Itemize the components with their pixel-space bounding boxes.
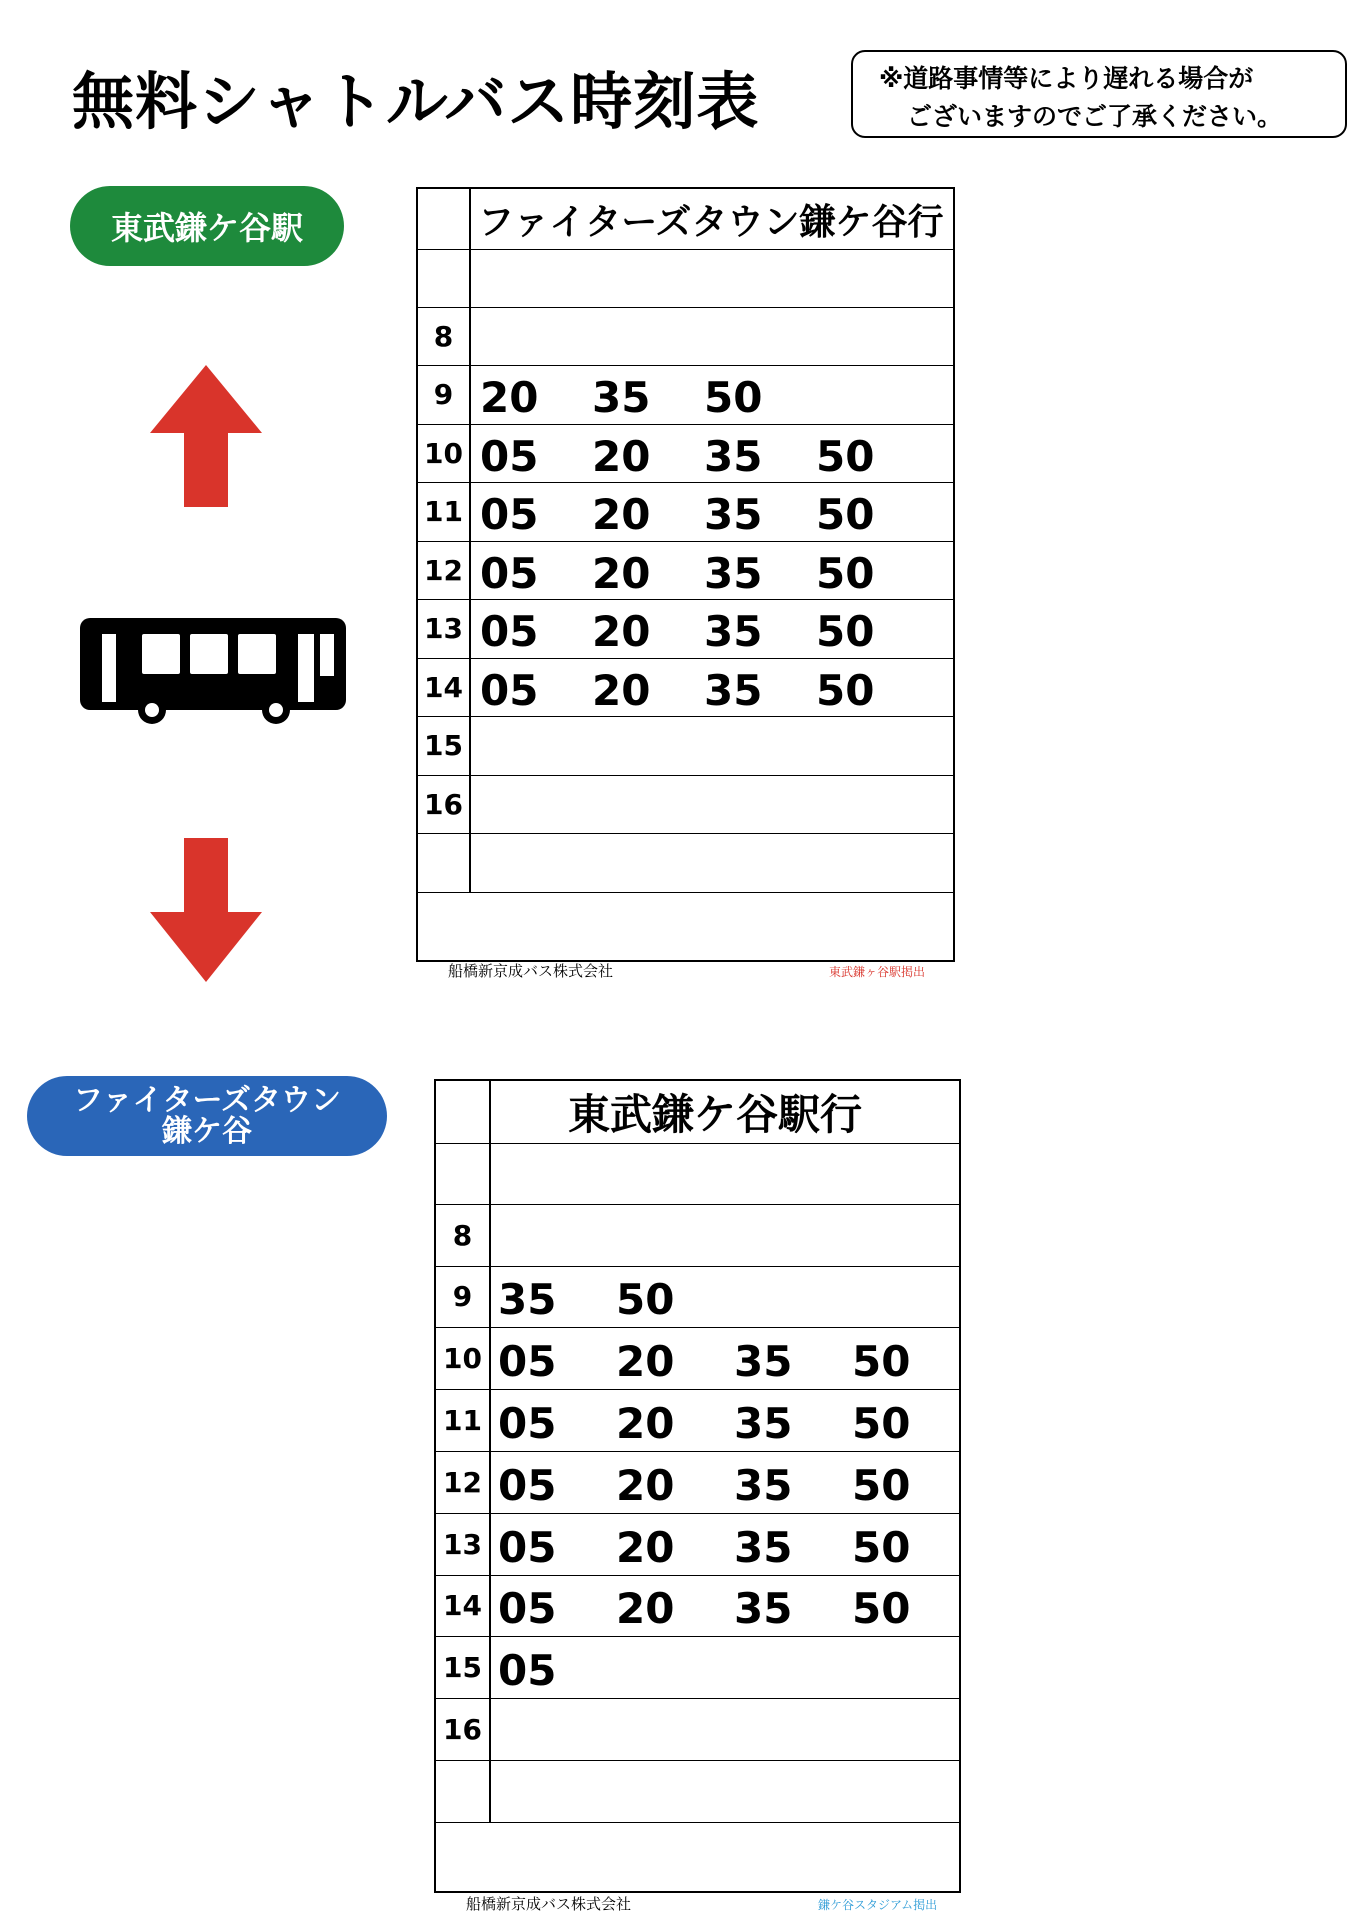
hour-cell: 10 (443, 1342, 482, 1376)
timetable-row (418, 249, 953, 308)
minute-cell: 50 (704, 373, 763, 423)
stop-label-text: 東武鎌ケ谷駅 (110, 209, 303, 247)
hour-cell: 15 (424, 729, 463, 763)
hour-cell: 11 (424, 495, 463, 529)
stop-label-line-1: ファイターズタウン (73, 1083, 341, 1118)
stop-label-line-2: 鎌ケ谷 (162, 1114, 252, 1149)
minute-cell: 50 (852, 1399, 911, 1449)
timetable-row (418, 308, 953, 367)
timetable-row (436, 1761, 959, 1823)
minute-cell: 50 (816, 490, 875, 540)
minute-cell: 05 (498, 1584, 557, 1634)
minute-cell: 20 (592, 548, 651, 598)
timetable-row (418, 366, 953, 425)
timetable-row (418, 717, 953, 776)
timetable-to-fighters-town (416, 187, 955, 962)
timetable-row (436, 1514, 959, 1576)
hour-cell: 14 (443, 1589, 482, 1623)
timetable-row (436, 1143, 959, 1205)
minute-cell: 50 (816, 548, 875, 598)
timetable-title (436, 1081, 959, 1144)
minute-cell: 50 (816, 665, 875, 715)
timetable-to-tobu-kamagaya (434, 1079, 961, 1893)
notice-line-2: ございますのでご了承ください。 (907, 102, 1283, 131)
minute-cell: 05 (480, 607, 539, 657)
minute-cell: 50 (852, 1460, 911, 1510)
timetable-row (418, 425, 953, 484)
bus-icon (80, 618, 346, 728)
minute-cell: 20 (592, 607, 651, 657)
hour-cell (436, 1761, 489, 1822)
minute-cell: 20 (616, 1460, 675, 1510)
hour-cell: 8 (452, 1218, 473, 1252)
minute-cell: 05 (480, 548, 539, 598)
stop-label-fighters-town (27, 1076, 387, 1156)
up-arrow-icon (150, 365, 262, 507)
minute-cell: 20 (616, 1522, 675, 1572)
minute-cell: 20 (616, 1399, 675, 1449)
minute-cell: 20 (592, 431, 651, 481)
minute-cell: 35 (498, 1275, 557, 1325)
hour-cell: 12 (424, 553, 463, 587)
timetable-footer-operator: 船橋新京成バス株式会社 (448, 962, 614, 980)
minute-cell: 35 (734, 1399, 793, 1449)
minute-cell: 35 (704, 607, 763, 657)
minute-cell: 20 (616, 1337, 675, 1387)
timetable-title-text: ファイターズタウン鎌ケ谷行 (478, 201, 944, 243)
notice-line-1: ※道路事情等により遅れる場合が (879, 64, 1254, 93)
hour-cell: 8 (433, 319, 454, 353)
minute-cell: 20 (480, 373, 539, 423)
minute-cell: 35 (734, 1522, 793, 1572)
minute-cell: 05 (480, 665, 539, 715)
timetable-footer-operator: 船橋新京成バス株式会社 (466, 1895, 632, 1913)
timetable-row (418, 542, 953, 601)
minute-cell: 35 (592, 373, 651, 423)
minute-cell: 35 (704, 665, 763, 715)
hour-cell: 13 (443, 1527, 482, 1561)
minute-cell: 50 (852, 1522, 911, 1572)
timetable-row (436, 1452, 959, 1514)
hour-cell: 11 (443, 1404, 482, 1438)
minute-cell: 05 (498, 1460, 557, 1510)
minute-cell: 35 (704, 431, 763, 481)
minute-cell: 35 (734, 1460, 793, 1510)
hour-cell: 15 (443, 1651, 482, 1685)
minute-cell: 05 (480, 431, 539, 481)
hour-cell: 13 (424, 612, 463, 646)
hour-cell: 16 (424, 787, 463, 821)
timetable-row (418, 483, 953, 542)
timetable-row (418, 600, 953, 659)
stop-label-tobu-kamagaya (70, 186, 344, 266)
hour-cell: 9 (433, 378, 454, 412)
minute-cell: 05 (498, 1399, 557, 1449)
minute-cell: 05 (480, 490, 539, 540)
timetable-row (436, 1205, 959, 1267)
timetable-row (436, 1699, 959, 1761)
minute-cell: 05 (498, 1337, 557, 1387)
minute-cell: 50 (816, 607, 875, 657)
timetable-title (418, 189, 953, 250)
down-arrow-icon (150, 838, 262, 982)
timetable-row (418, 776, 953, 835)
timetable-row (436, 1267, 959, 1329)
hour-cell (436, 1143, 489, 1204)
minute-cell: 05 (498, 1522, 557, 1572)
hour-cell: 9 (452, 1280, 473, 1314)
timetable-title-text: 東武鎌ケ谷駅行 (568, 1090, 863, 1139)
minute-cell: 35 (734, 1337, 793, 1387)
hour-cell: 14 (424, 670, 463, 704)
minute-cell: 35 (704, 490, 763, 540)
minute-cell: 20 (592, 490, 651, 540)
hour-cell (418, 249, 469, 307)
hour-cell: 10 (424, 436, 463, 470)
timetable-row (436, 1390, 959, 1452)
timetable-row (436, 1637, 959, 1699)
minute-cell: 05 (498, 1646, 557, 1696)
minute-cell: 50 (816, 431, 875, 481)
minute-cell: 50 (852, 1337, 911, 1387)
timetable-footer-location: 鎌ケ谷スタジアム掲出 (818, 1898, 938, 1912)
minute-cell: 20 (616, 1584, 675, 1634)
minute-cell: 50 (852, 1584, 911, 1634)
minute-cell: 35 (704, 548, 763, 598)
hour-cell: 12 (443, 1465, 482, 1499)
minute-cell: 35 (734, 1584, 793, 1634)
minute-cell: 20 (592, 665, 651, 715)
notice-box (851, 50, 1347, 138)
page-title: 無料シャトルバス時刻表 (72, 65, 760, 138)
hour-cell: 16 (443, 1713, 482, 1747)
timetable-row (418, 834, 953, 893)
timetable-row (418, 659, 953, 718)
timetable-row (436, 1576, 959, 1638)
hour-cell (418, 834, 469, 892)
timetable-row (436, 1328, 959, 1390)
minute-cell: 50 (616, 1275, 675, 1325)
timetable-footer-location: 東武鎌ヶ谷駅掲出 (829, 965, 926, 979)
